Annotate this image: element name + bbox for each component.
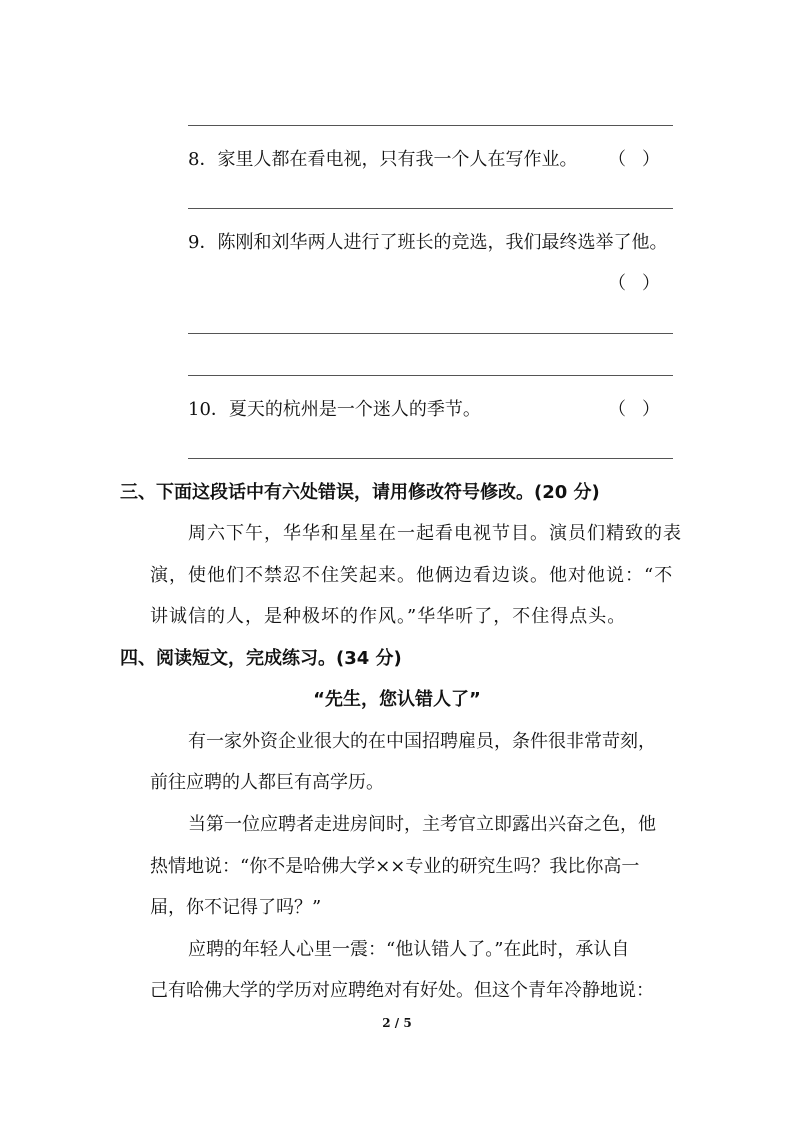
section-3-line: 演，使他们不禁忍不住笑起来。他俩边看边谈。他对他说：“不 [150,565,674,586]
paren-open: （ [608,149,626,170]
answer-parens-8[interactable] [608,149,660,171]
question-8: 8．家里人都在看电视，只有我一个人在写作业。 [188,149,578,170]
section-3-heading: 三、下面这段话中有六处错误，请用修改符号修改。(20 分) [120,482,600,503]
passage-line: 热情地说：“你不是哈佛大学××专业的研究生吗？我比你高一 [150,856,640,877]
passage-line: 前往应聘的人都巨有高学历。 [150,772,384,793]
page-number: 2 / 5 [382,1016,412,1030]
paren-close: ） [642,273,660,294]
paren-close: ） [642,399,660,420]
question-10: 10．夏天的杭州是一个迷人的季节。 [188,399,481,420]
paren-open: （ [608,399,626,420]
passage-line: 当第一位应聘者走进房间时，主考官立即露出兴奋之色，他 [188,814,656,835]
answer-line [188,458,673,459]
question-9: 9．陈刚和刘华两人进行了班长的竞选，我们最终选举了他。 [188,232,668,253]
section-4-heading: 四、阅读短文，完成练习。(34 分) [120,648,402,669]
passage-title: “先生，您认错人了” [313,689,481,710]
answer-line [188,125,673,126]
answer-line [188,333,673,334]
answer-parens-9[interactable] [608,273,660,295]
answer-line [188,208,673,209]
passage-line: 届，你不记得了吗？” [150,897,322,918]
paren-open: （ [608,273,626,294]
section-3-line: 周六下午，华华和星星在一起看电视节目。演员们精致的表 [188,523,682,544]
section-3-line: 讲诚信的人，是种极坏的作风。”华华听了，不住得点头。 [150,606,627,627]
passage-line: 己有哈佛大学的学历对应聘绝对有好处。但这个青年冷静地说： [150,980,654,1001]
paren-close: ） [642,149,660,170]
answer-line [188,375,673,376]
passage-line: 有一家外资企业很大的在中国招聘雇员，条件很非常苛刻， [188,731,656,752]
passage-line: 应聘的年轻人心里一震：“他认错人了。”在此时，承认自 [188,939,630,960]
answer-parens-10[interactable] [608,399,660,421]
